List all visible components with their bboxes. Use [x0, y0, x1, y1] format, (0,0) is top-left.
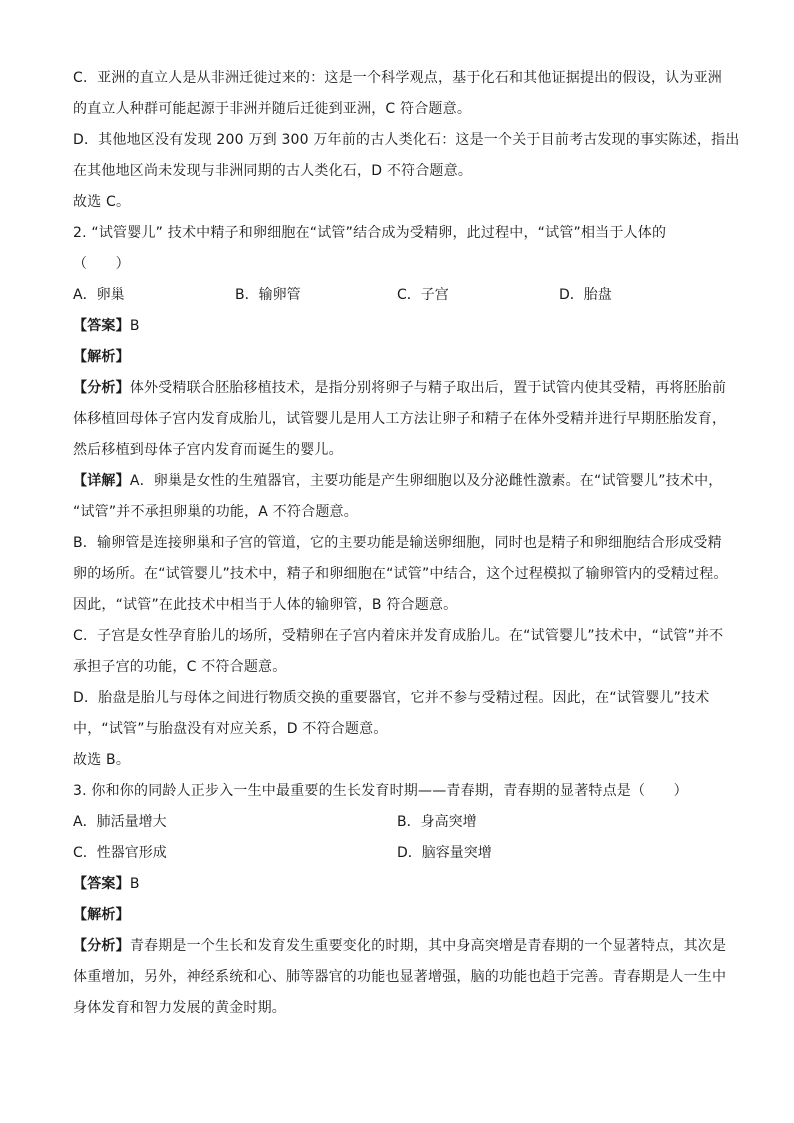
- text-line: 体重增加，另外，神经系统和心、肺等器官的功能也显著增强，脑的功能也趋于完善。青春期是人一生中: [73, 969, 727, 985]
- analysis-line: 【分析】青春期是一个生长和发育发生重要变化的时期，其中身高突增是青春期的一个显著特点，其次是: [73, 938, 727, 954]
- q3-option-b: B．身高突增: [397, 814, 477, 830]
- q2-option-b: B．输卵管: [235, 287, 301, 303]
- answer-value: B: [129, 876, 140, 892]
- answer-line: [73, 874, 140, 894]
- text-line: 卵的场所。在“试管婴儿”技术中，精子和卵细胞在“试管”中结合，这个过程模拟了输卵管内的受精过程。: [73, 566, 728, 582]
- q2-option-c: C．子宫: [397, 287, 449, 303]
- text-line: 故选 C。: [73, 194, 131, 210]
- text-line: D．其他地区没有发现 200 万到 300 万年前的古人类化石：这是一个关于目前考古发现的事实陈述，指出: [73, 132, 740, 148]
- analysis-heading: 【解析】: [73, 349, 130, 365]
- question-3-stem: 3. 你和你的同龄人正步入一生中最重要的生长发育时期——青春期，青春期的显著特点是（ ）: [73, 783, 688, 799]
- q3-option-c: C．性器官形成: [73, 845, 167, 861]
- question-2-stem: 2. “试管婴儿” 技术中精子和卵细胞在“试管”结合成为受精卵，此过程中，“试管”相当于人体的: [73, 225, 667, 241]
- q3-option-d: D．脑容量突增: [397, 845, 492, 861]
- question-2-blank: （ ）: [73, 256, 130, 272]
- text-line: 在其他地区尚未发现与非洲同期的古人类化石，D 不符合题意。: [73, 163, 473, 179]
- text-line: 中，“试管”与胎盘没有对应关系，D 不符合题意。: [73, 721, 388, 737]
- analysis-line: 【分析】体外受精联合胚胎移植技术，是指分别将卵子与精子取出后，置于试管内使其受精，再将胚胎前: [73, 380, 727, 396]
- detail-label: 【详解】: [73, 473, 130, 489]
- text-line: C．子宫是女性孕育胎儿的场所，受精卵在子宫内着床并发育成胎儿。在“试管婴儿”技术中，“试管”并不: [73, 628, 724, 644]
- answer-line: [73, 316, 140, 336]
- text-line: 体移植回母体子宫内发育成胎儿，试管婴儿是用人工方法让卵子和精子在体外受精并进行早期胚胎发育，: [73, 411, 727, 427]
- q2-option-d: D．胎盘: [559, 287, 612, 303]
- text-line: B．输卵管是连接卵巢和子宫的管道，它的主要功能是输送卵细胞，同时也是精子和卵细胞结合形成受精: [73, 535, 722, 551]
- text-line: 然后移植到母体子宫内发育而诞生的婴儿。: [73, 442, 343, 458]
- answer-label: 【答案】: [73, 876, 130, 892]
- text-line: 承担子宫的功能，C 不符合题意。: [73, 659, 287, 675]
- detail-line: 【详解】A．卵巢是女性的生殖器官，主要功能是产生卵细胞以及分泌雌性激素。在“试管婴儿”技术中，: [73, 473, 723, 489]
- text-line: 的直立人种群可能起源于非洲并随后迁徙到亚洲，C 符合题意。: [73, 101, 472, 117]
- q3-option-a: A．肺活量增大: [73, 814, 167, 830]
- text-line: C．亚洲的直立人是从非洲迁徙过来的：这是一个科学观点，基于化石和其他证据提出的假设，认为亚洲: [73, 70, 722, 86]
- answer-value: B: [129, 318, 140, 334]
- text-line: D．胎盘是胎儿与母体之间进行物质交换的重要器官，它并不参与受精过程。因此，在“试管婴儿”技术: [73, 690, 710, 706]
- answer-label: 【答案】: [73, 318, 130, 334]
- text-line: 身体发育和智力发展的黄金时期。: [73, 1000, 286, 1016]
- analysis-heading: 【解析】: [73, 907, 130, 923]
- text-line: 因此，“试管”在此技术中相当于人体的输卵管，B 符合题意。: [73, 597, 458, 613]
- analysis-label: 【分析】: [73, 938, 130, 954]
- text-line: 故选 B。: [73, 752, 131, 768]
- analysis-label: 【分析】: [73, 380, 130, 396]
- text-line: “试管”并不承担卵巢的功能，A 不符合题意。: [73, 504, 358, 520]
- q2-option-a: A．卵巢: [73, 287, 125, 303]
